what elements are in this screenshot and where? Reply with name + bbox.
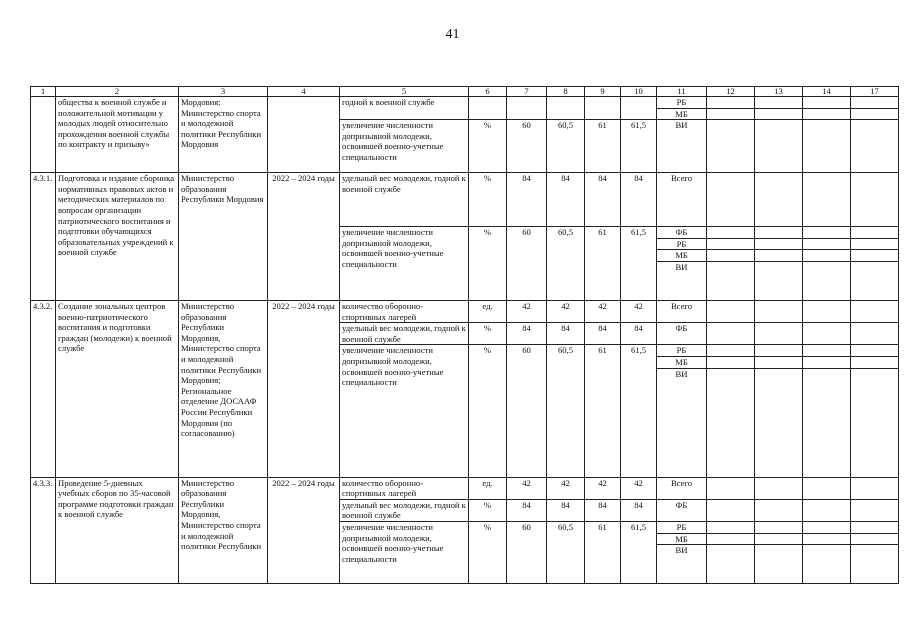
indicator-value: 61,5 xyxy=(621,227,657,301)
empty-cell xyxy=(707,499,755,521)
empty-cell xyxy=(707,120,755,173)
empty-cell xyxy=(755,345,803,357)
empty-cell xyxy=(755,173,803,227)
indicator-value: 84 xyxy=(585,323,621,345)
empty-cell xyxy=(803,300,851,322)
empty-cell xyxy=(707,368,755,477)
funding-source: ВИ xyxy=(657,120,707,173)
table-row xyxy=(31,173,899,227)
indicator-value: 61,5 xyxy=(621,521,657,583)
item-number: 4.3.2. xyxy=(31,300,56,477)
funding-source: ФБ xyxy=(657,227,707,239)
funding-source: ФБ xyxy=(657,499,707,521)
funding-source: МБ xyxy=(657,250,707,262)
item-number: 4.3.1. xyxy=(31,173,56,301)
indicator-unit: % xyxy=(469,499,507,521)
empty-cell xyxy=(707,97,755,109)
empty-cell xyxy=(851,499,899,521)
empty-cell xyxy=(755,238,803,250)
empty-cell xyxy=(707,477,755,499)
indicator-value: 84 xyxy=(507,173,547,227)
empty-cell xyxy=(851,261,899,300)
empty-cell xyxy=(803,533,851,545)
column-number: 9 xyxy=(585,87,621,97)
funding-source: Всего xyxy=(657,477,707,499)
program-table xyxy=(30,86,899,584)
empty-cell xyxy=(755,499,803,521)
funding-source: МБ xyxy=(657,533,707,545)
column-number: 5 xyxy=(340,87,469,97)
period: 2022 – 2024 годы xyxy=(268,173,340,301)
empty-cell xyxy=(707,323,755,345)
indicator-unit xyxy=(469,97,507,120)
empty-cell xyxy=(755,300,803,322)
funding-source: РБ xyxy=(657,345,707,357)
empty-cell xyxy=(707,356,755,368)
indicator-value: 84 xyxy=(621,499,657,521)
funding-source: РБ xyxy=(657,238,707,250)
indicator-unit: % xyxy=(469,521,507,583)
empty-cell xyxy=(755,97,803,109)
indicator-value: 84 xyxy=(547,173,585,227)
funding-source: МБ xyxy=(657,108,707,120)
empty-cell xyxy=(803,545,851,584)
empty-cell xyxy=(803,261,851,300)
indicator-value: 60 xyxy=(507,345,547,477)
column-number: 13 xyxy=(755,87,803,97)
column-number: 4 xyxy=(268,87,340,97)
indicator-value: 42 xyxy=(547,300,585,322)
indicator-value: 60,5 xyxy=(547,227,585,301)
indicator-value: 60,5 xyxy=(547,521,585,583)
empty-cell xyxy=(707,250,755,262)
indicator-value: 84 xyxy=(585,173,621,227)
table-row xyxy=(31,300,899,322)
indicator-name: удельный вес молодежи, годной к военной службе xyxy=(340,499,469,521)
column-number: 10 xyxy=(621,87,657,97)
indicator-value: 42 xyxy=(585,300,621,322)
indicator-unit: ед. xyxy=(469,300,507,322)
indicator-value: 84 xyxy=(547,499,585,521)
empty-cell xyxy=(803,499,851,521)
empty-cell xyxy=(803,227,851,239)
column-number: 6 xyxy=(469,87,507,97)
empty-cell xyxy=(707,545,755,584)
empty-cell xyxy=(707,238,755,250)
period: 2022 – 2024 годы xyxy=(268,477,340,584)
empty-cell xyxy=(755,250,803,262)
empty-cell xyxy=(707,173,755,227)
indicator-unit: % xyxy=(469,345,507,477)
empty-cell xyxy=(755,356,803,368)
empty-cell xyxy=(707,533,755,545)
period xyxy=(268,97,340,173)
funding-source: ВИ xyxy=(657,261,707,300)
indicator-value: 42 xyxy=(507,300,547,322)
indicator-unit: % xyxy=(469,227,507,301)
empty-cell xyxy=(707,521,755,533)
empty-cell xyxy=(707,227,755,239)
indicator-name: удельный вес молодежи, годной к военной службе xyxy=(340,173,469,227)
indicator-unit: % xyxy=(469,323,507,345)
indicator-value: 42 xyxy=(621,477,657,499)
table-row xyxy=(31,97,899,109)
funding-source: ВИ xyxy=(657,368,707,477)
empty-cell xyxy=(707,345,755,357)
indicator-value: 84 xyxy=(621,173,657,227)
column-number: 12 xyxy=(707,87,755,97)
indicator-value: 61 xyxy=(585,345,621,477)
empty-cell xyxy=(755,533,803,545)
indicator-name: годной к военной службе xyxy=(340,97,469,120)
empty-cell xyxy=(851,97,899,109)
indicator-name: увеличение численности допризывной молодежи, освоившей военно-учетные специальности xyxy=(340,227,469,301)
indicator-value: 42 xyxy=(585,477,621,499)
column-number-row xyxy=(31,87,899,97)
empty-cell xyxy=(755,108,803,120)
empty-cell xyxy=(803,477,851,499)
indicator-value xyxy=(621,97,657,120)
indicator-name: количество оборонно-спортивных лагерей xyxy=(340,477,469,499)
column-number: 11 xyxy=(657,87,707,97)
indicator-unit: % xyxy=(469,120,507,173)
empty-cell xyxy=(851,120,899,173)
empty-cell xyxy=(803,323,851,345)
indicator-value: 60 xyxy=(507,227,547,301)
empty-cell xyxy=(755,261,803,300)
empty-cell xyxy=(851,477,899,499)
indicator-value: 84 xyxy=(621,323,657,345)
column-number: 17 xyxy=(851,87,899,97)
item-number: 4.3.3. xyxy=(31,477,56,584)
empty-cell xyxy=(851,323,899,345)
funding-source: МБ xyxy=(657,356,707,368)
empty-cell xyxy=(755,120,803,173)
column-number: 1 xyxy=(31,87,56,97)
empty-cell xyxy=(803,250,851,262)
indicator-unit: % xyxy=(469,173,507,227)
executor: Министерство образования Республики Мордовия xyxy=(179,173,268,301)
empty-cell xyxy=(803,345,851,357)
indicator-name: увеличение численности допризывной молодежи, освоившей военно-учетные специальности xyxy=(340,120,469,173)
empty-cell xyxy=(707,108,755,120)
empty-cell xyxy=(851,300,899,322)
empty-cell xyxy=(851,533,899,545)
executor: Мордовия; Министерство спорта и молодежной политики Республики Мордовия xyxy=(179,97,268,173)
empty-cell xyxy=(803,173,851,227)
indicator-value: 84 xyxy=(507,499,547,521)
table-row xyxy=(31,477,899,499)
funding-source: Всего xyxy=(657,173,707,227)
empty-cell xyxy=(755,368,803,477)
indicator-name: увеличение численности допризывной молодежи, освоившей военно-учетные специальности xyxy=(340,345,469,477)
indicator-value: 61 xyxy=(585,227,621,301)
funding-source: ФБ xyxy=(657,323,707,345)
indicator-value xyxy=(547,97,585,120)
empty-cell xyxy=(803,368,851,477)
empty-cell xyxy=(851,345,899,357)
indicator-name: увеличение численности допризывной молодежи, освоившей военно-учетные специальности xyxy=(340,521,469,583)
indicator-name: количество оборонно-спортивных лагерей xyxy=(340,300,469,322)
column-number: 3 xyxy=(179,87,268,97)
empty-cell xyxy=(803,521,851,533)
indicator-name: удельный вес молодежи, годной к военной службе xyxy=(340,323,469,345)
empty-cell xyxy=(851,238,899,250)
executor: Министерство образования Республики Мордовия, Министерство спорта и молодежной политики Республики Мордовия; Региональное отделение ДОСААФ России Республики Мордовия (по согласованию) xyxy=(179,300,268,477)
indicator-value: 60,5 xyxy=(547,345,585,477)
indicator-value: 61,5 xyxy=(621,345,657,477)
indicator-value: 84 xyxy=(585,499,621,521)
indicator-value: 60 xyxy=(507,120,547,173)
empty-cell xyxy=(803,97,851,109)
empty-cell xyxy=(851,250,899,262)
event-name: Подготовка и издание сборника нормативных правовых актов и методических материалов по вопросам организации патриотического воспитания и подготовки обучающихся образовательных учреждений к военной службе xyxy=(56,173,179,301)
page-number: 41 xyxy=(445,27,460,42)
empty-cell xyxy=(707,261,755,300)
empty-cell xyxy=(851,368,899,477)
indicator-value: 84 xyxy=(547,323,585,345)
empty-cell xyxy=(851,545,899,584)
funding-source: Всего xyxy=(657,300,707,322)
empty-cell xyxy=(851,227,899,239)
empty-cell xyxy=(755,323,803,345)
indicator-value xyxy=(585,97,621,120)
indicator-value: 42 xyxy=(547,477,585,499)
item-number xyxy=(31,97,56,173)
empty-cell xyxy=(755,477,803,499)
indicator-unit: ед. xyxy=(469,477,507,499)
indicator-value: 61 xyxy=(585,521,621,583)
column-number: 7 xyxy=(507,87,547,97)
indicator-value: 61 xyxy=(585,120,621,173)
empty-cell xyxy=(803,108,851,120)
column-number: 8 xyxy=(547,87,585,97)
funding-source: РБ xyxy=(657,97,707,109)
indicator-value: 61,5 xyxy=(621,120,657,173)
empty-cell xyxy=(803,238,851,250)
period: 2022 – 2024 годы xyxy=(268,300,340,477)
empty-cell xyxy=(851,521,899,533)
empty-cell xyxy=(707,300,755,322)
event-name: Проведение 5-дневных учебных сборов по 35-часовой программе подготовки граждан к военной службе xyxy=(56,477,179,584)
empty-cell xyxy=(755,545,803,584)
empty-cell xyxy=(851,173,899,227)
indicator-value: 84 xyxy=(507,323,547,345)
empty-cell xyxy=(803,356,851,368)
indicator-value: 42 xyxy=(621,300,657,322)
empty-cell xyxy=(755,227,803,239)
indicator-value: 60 xyxy=(507,521,547,583)
indicator-value: 42 xyxy=(507,477,547,499)
executor: Министерство образования Республики Мордовия, Министерство спорта и молодежной политики Республики xyxy=(179,477,268,584)
event-name: Создание зональных центров военно-патриотического воспитания и подготовки граждан (молодежи) к военной службе xyxy=(56,300,179,477)
empty-cell xyxy=(755,521,803,533)
column-number: 14 xyxy=(803,87,851,97)
indicator-value xyxy=(507,97,547,120)
empty-cell xyxy=(851,356,899,368)
empty-cell xyxy=(851,108,899,120)
empty-cell xyxy=(803,120,851,173)
event-name: общества к военной службе и положительной мотивации у молодых людей относительно прохождения военной службы по контракту и призыву» xyxy=(56,97,179,173)
funding-source: ВИ xyxy=(657,545,707,584)
column-number: 2 xyxy=(56,87,179,97)
indicator-value: 60,5 xyxy=(547,120,585,173)
funding-source: РБ xyxy=(657,521,707,533)
